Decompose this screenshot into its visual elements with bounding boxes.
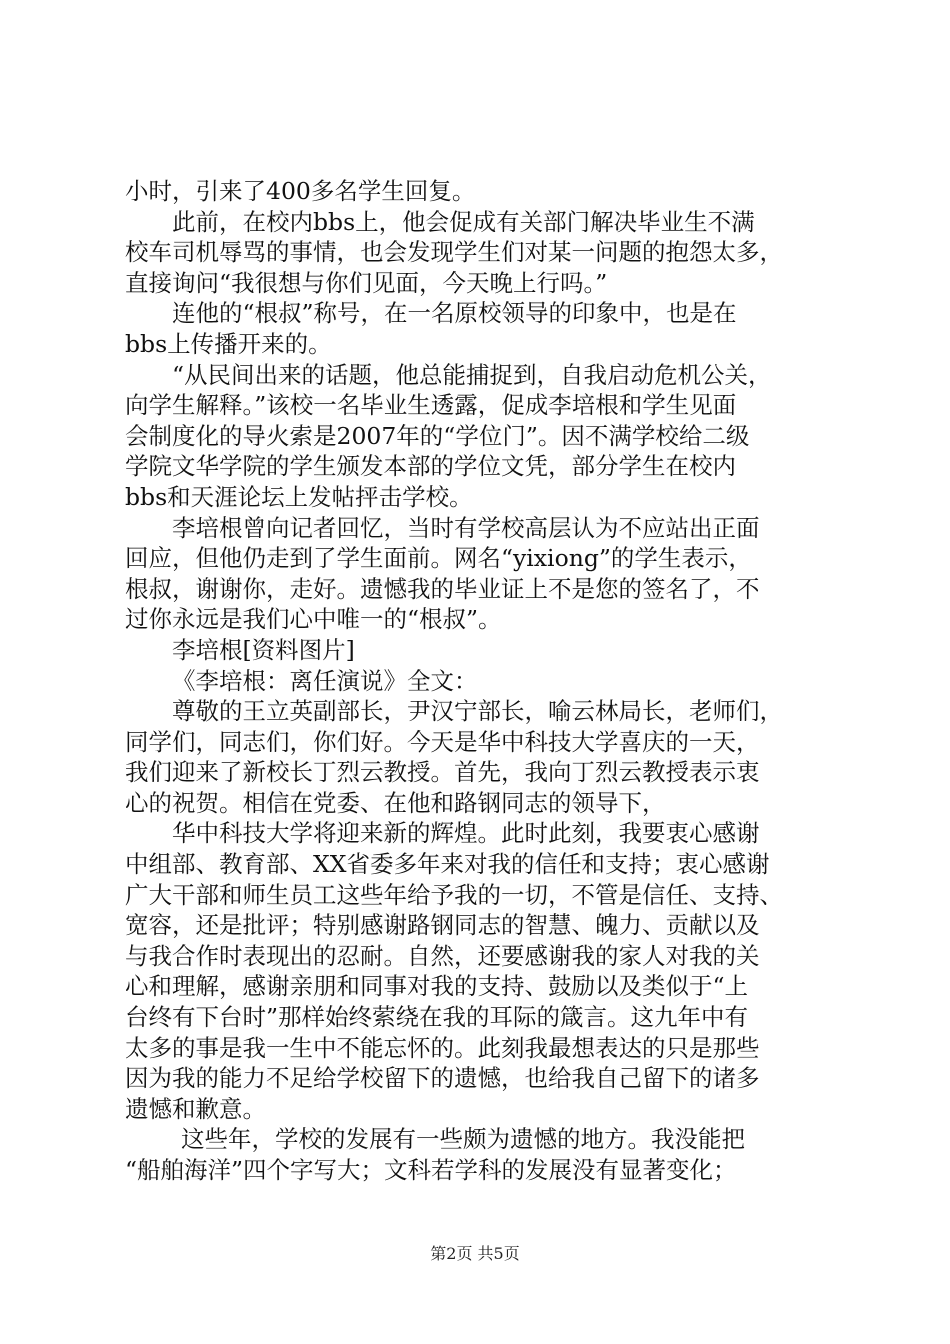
text-line: 中组部、教育部、XX省委多年来对我的信任和支持；衷心感谢 [125,850,770,879]
text-line: 学院文华学院的学生颁发本部的学位文凭，部分学生在校内 [125,452,736,481]
text-line: 小时，引来了400多名学生回复。 [125,177,476,205]
text-line: 心和理解，感谢亲朋和同事对我的支持、鼓励以及类似于“上 [125,972,749,1001]
text-line: 与我合作时表现出的忍耐。自然，还要感谢我的家人对我的关 [125,941,760,970]
text-line: 台终有下台时”那样始终萦绕在我的耳际的箴言。这九年中有 [125,1003,749,1032]
text-line: bbs上传播开来的。 [125,329,332,358]
text-line: 尊敬的王立英副部长，尹汉宁部长，喻云林局长，老师们， [172,697,783,726]
text-line: 这些年，学校的发展有一些颇为遗憾的地方。我没能把 [181,1125,745,1154]
text-line: 过你永远是我们心中唯一的“根叔”。 [125,605,502,634]
page-footer: 第2页 共5页 [430,1244,520,1263]
text-line: bbs和天涯论坛上发帖抨击学校。 [125,482,473,511]
text-line: 广大干部和师生员工这些年给予我的一切，不管是信任、支持、 [125,880,783,909]
text-line: 李培根[资料图片] [172,635,355,664]
text-line: 我们迎来了新校长丁烈云教授。首先，我向丁烈云教授表示衷 [125,758,760,787]
text-line: 宽容，还是批评；特别感谢路钢同志的智慧、魄力、贡献以及 [125,911,760,940]
text-line: 同学们，同志们，你们好。今天是华中科技大学喜庆的一天， [125,727,760,756]
text-line: 因为我的能力不足给学校留下的遗憾，也给我自己留下的诸多 [125,1064,760,1093]
text-line: 回应，但他仍走到了学生面前。网名“yixiong”的学生表示， [125,544,752,573]
text-line: 李培根曾向记者回忆，当时有学校高层认为不应站出正面 [172,513,760,542]
text-line: 连他的“根叔”称号，在一名原校领导的印象中，也是在 [172,299,737,328]
text-line: 直接询问“我很想与你们见面，今天晚上行吗。” [125,268,608,297]
text-line: 此前，在校内bbs上，他会促成有关部门解决毕业生不满 [172,207,755,236]
text-line: 向学生解释。”该校一名毕业生透露，促成李培根和学生见面 [125,391,737,420]
text-line: 遗憾和歉意。 [125,1094,266,1123]
text-line: 华中科技大学将迎来新的辉煌。此时此刻，我要衷心感谢 [172,819,760,848]
text-line: 心的祝贺。相信在党委、在他和路钢同志的领导下， [125,788,666,817]
text-line: 《李培根：离任演说》全文： [172,666,478,695]
text-line: 会制度化的导火索是2007年的“学位门”。因不满学校给二级 [125,421,750,450]
text-line: 根叔，谢谢你，走好。遗憾我的毕业证上不是您的签名了，不 [125,574,760,603]
document-body [125,176,831,1186]
text-line: 太多的事是我一生中不能忘怀的。此刻我最想表达的只是那些 [125,1033,760,1062]
text-line: “船舶海洋”四个字写大；文科若学科的发展没有显著变化； [125,1156,737,1184]
text-line: 校车司机辱骂的事情，也会发现学生们对某一问题的抱怨太多， [125,238,783,267]
text-line: “从民间出来的话题，他总能捕捉到，自我启动危机公关， [172,360,772,389]
